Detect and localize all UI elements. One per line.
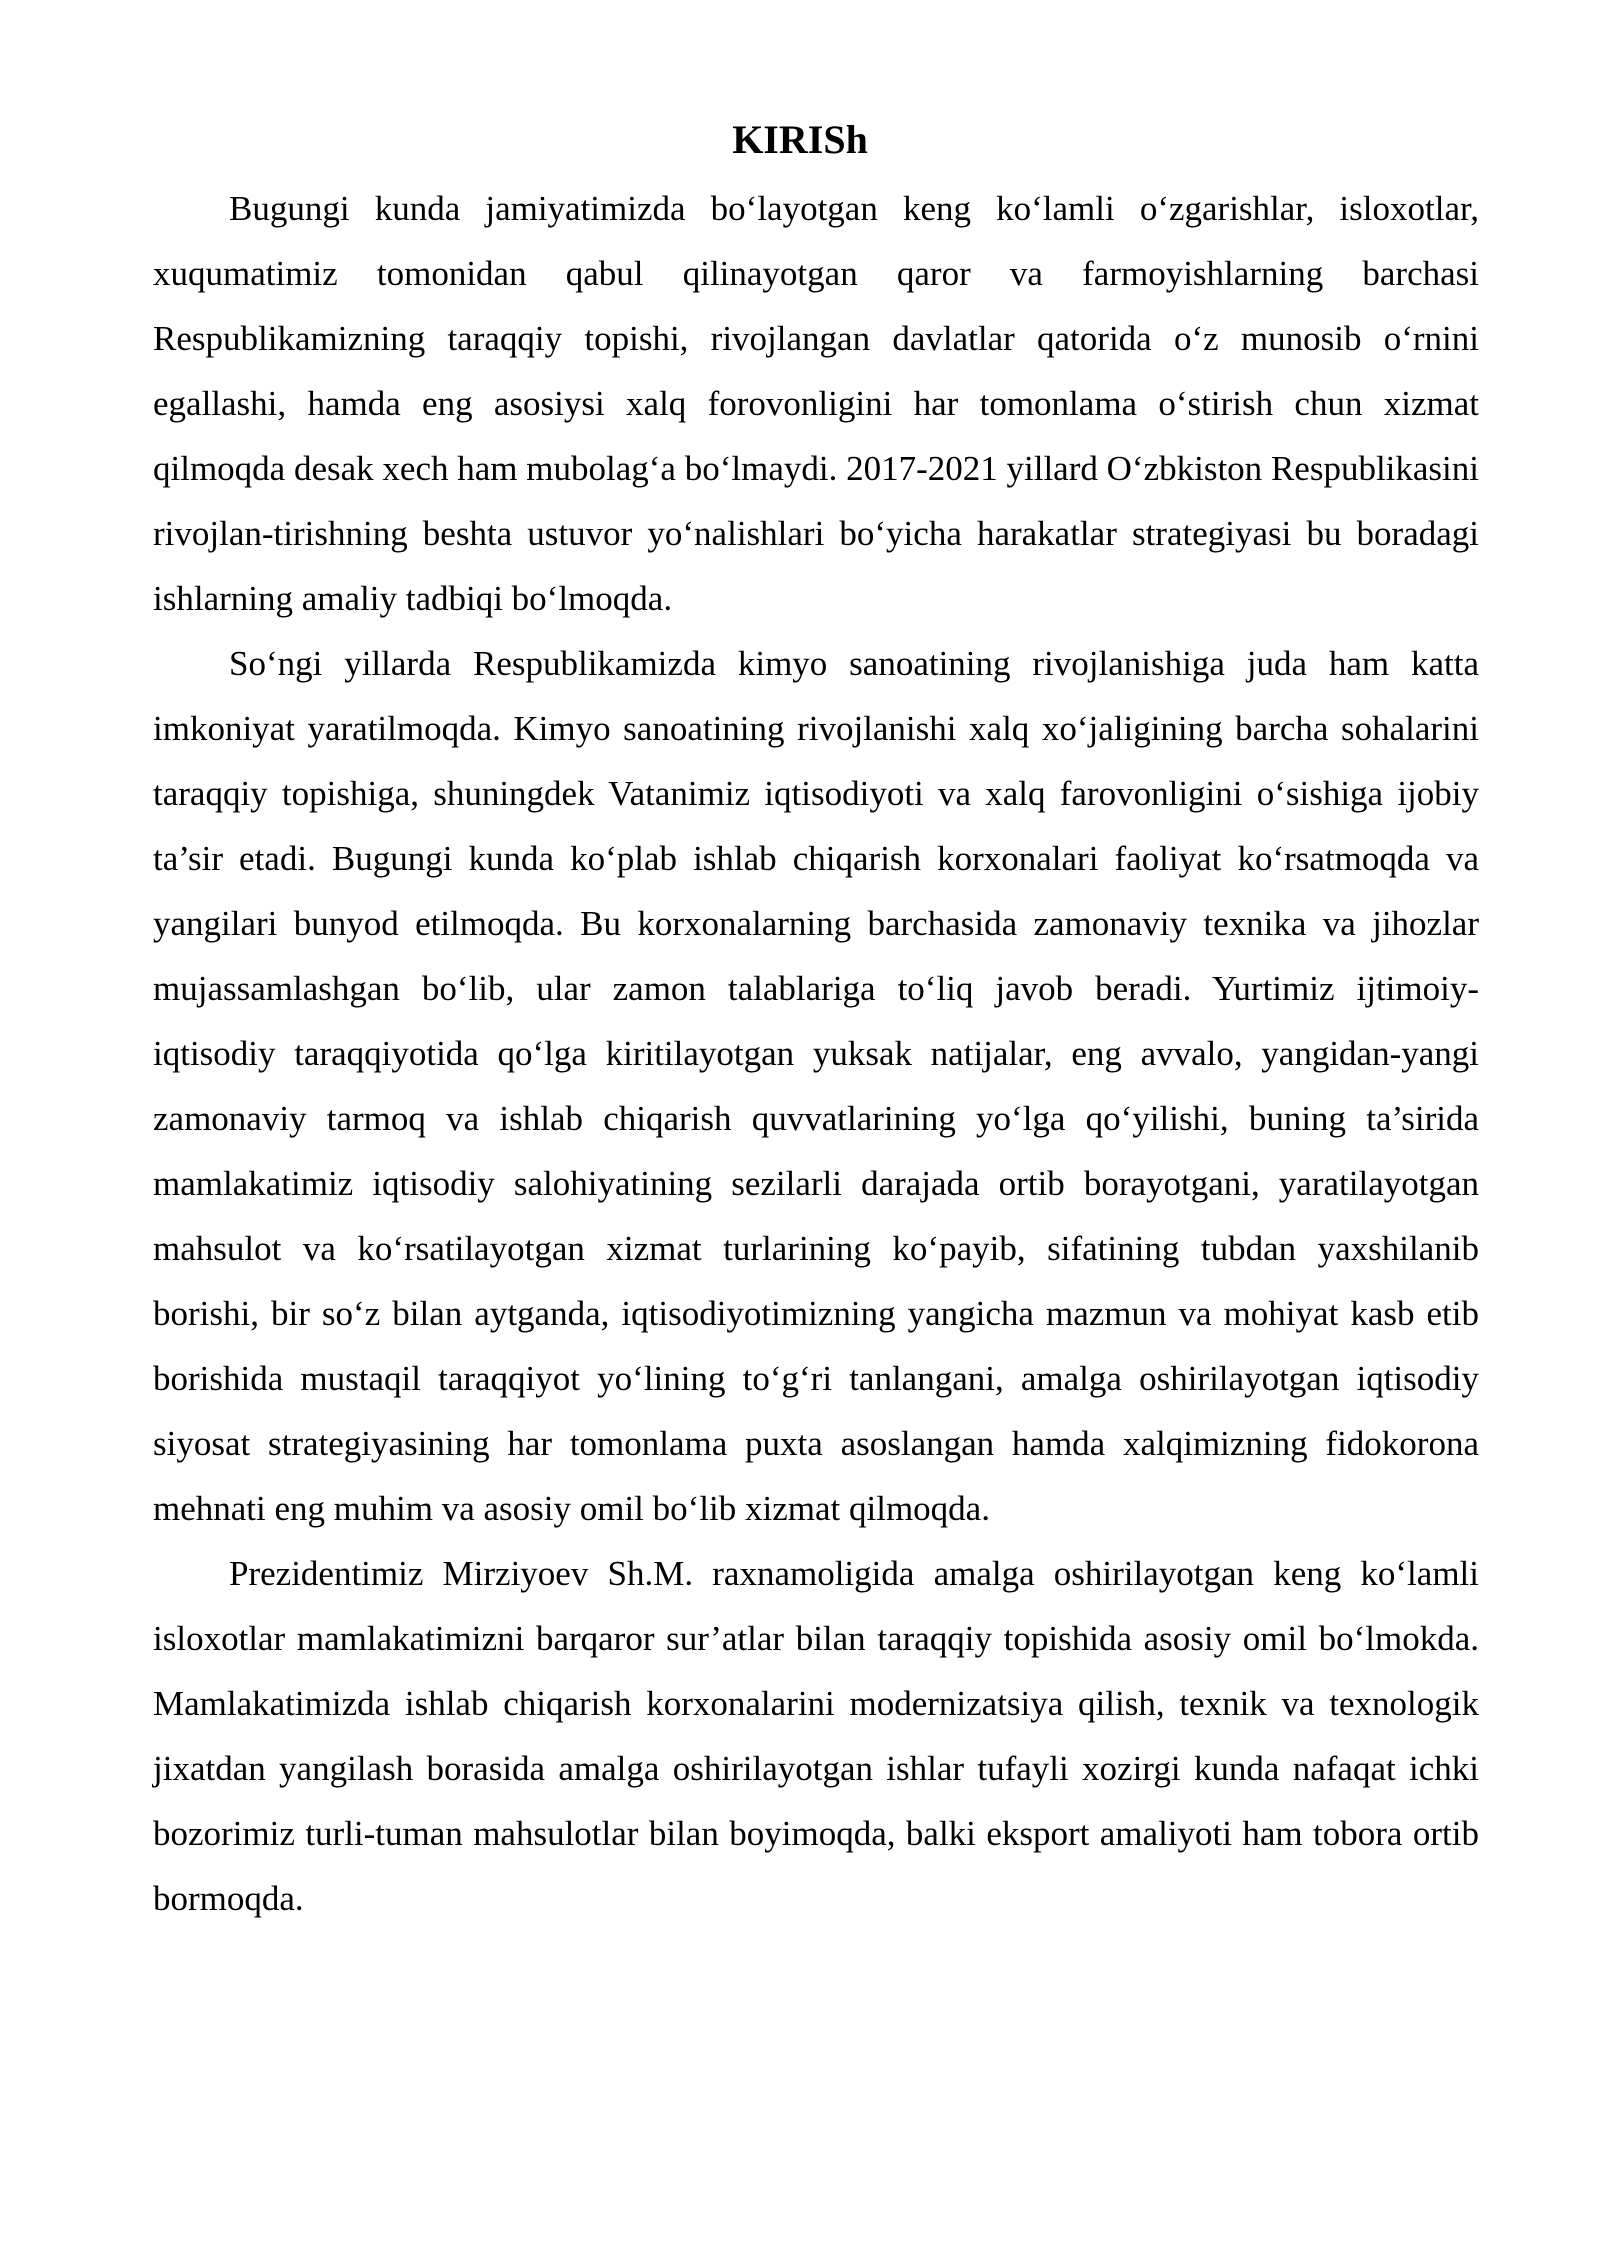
paragraph-3: Prezidentimiz Mirziyoev Sh.M. raxnamoligida amalga oshirilayotgan keng ko‘lamli isloxotlar mamlakatimizni barqaror sur’atlar bilan taraqqiy topishida asosiy omil bo‘lmokda. Mamlakatimizda ishlab chiqarish korxonalarini modernizatsiya qilish, texnik va texnologik jixatdan yangilash borasida amalga oshirilayotgan ishlar tufayli xozirgi kunda nafaqat ichki bozorimiz turli-tuman mahsulotlar bilan boyimoqda, balki eksport amaliyoti ham tobora ortib bormoqda. — [153, 1554, 1479, 1918]
page-heading: KIRISh — [732, 117, 868, 162]
document-body — [153, 176, 1479, 1931]
paragraph-1: Bugungi kunda jamiyatimizda bo‘layotgan keng ko‘lamli o‘zgarishlar, isloxotlar, xuqumatimiz tomonidan qabul qilinayotgan qaror va farmoyishlarning barchasi Respublikamizning taraqqiy topishi, rivojlangan davlatlar qatorida o‘z munosib o‘rnini egallashi, hamda eng asosiysi xalq forovonligini har tomonlama o‘stirish chun xizmat qilmoqda desak xech ham mubolag‘a bo‘lmaydi. 2017-2021 yillard O‘zbkiston Respublikasini rivojlan-tirishning beshta ustuvor yo‘nalishlari bo‘yicha harakatlar strategiyasi bu boradagi ishlarning amaliy tadbiqi bo‘lmoqda. — [153, 189, 1479, 618]
paragraph-2: So‘ngi yillarda Respublikamizda kimyo sanoatining rivojlanishiga juda ham katta imkoniyat yaratilmoqda. Kimyo sanoatining rivojlanishi xalq xo‘jaligining barcha sohalarini taraqqiy topishiga, shuningdek Vatanimiz iqtisodiyoti va xalq farovonligini o‘sishiga ijobiy ta’sir etadi. Bugungi kunda ko‘plab ishlab chiqarish korxonalari faoliyat ko‘rsatmoqda va yangilari bunyod etilmoqda. Bu korxonalarning barchasida zamonaviy texnika va jihozlar mujassamlashgan bo‘lib, ular zamon talablariga to‘liq javob beradi. Yurtimiz ijtimoiy-iqtisodiy taraqqiyotida qo‘lga kiritilayotgan yuksak natijalar, eng avvalo, yangidan-yangi zamonaviy tarmoq va ishlab chiqarish quvvatlarining yo‘lga qo‘yilishi, buning ta’sirida mamlakatimiz iqtisodiy salohiyatining sezilarli darajada ortib borayotgani, yaratilayotgan mahsulot va ko‘rsatilayotgan xizmat turlarining ko‘payib, sifatining tubdan yaxshilanib borishi, bir so‘z bilan aytganda, iqtisodiyotimizning yangicha mazmun va mohiyat kasb etib borishida mustaqil taraqqiyot yo‘lining to‘g‘ri tanlangani, amalga oshirilayotgan iqtisodiy siyosat strategiyasining har tomonlama puxta asoslangan hamda xalqimizning fidokorona mehnati eng muhim va asosiy omil bo‘lib xizmat qilmoqda. — [153, 644, 1479, 1528]
